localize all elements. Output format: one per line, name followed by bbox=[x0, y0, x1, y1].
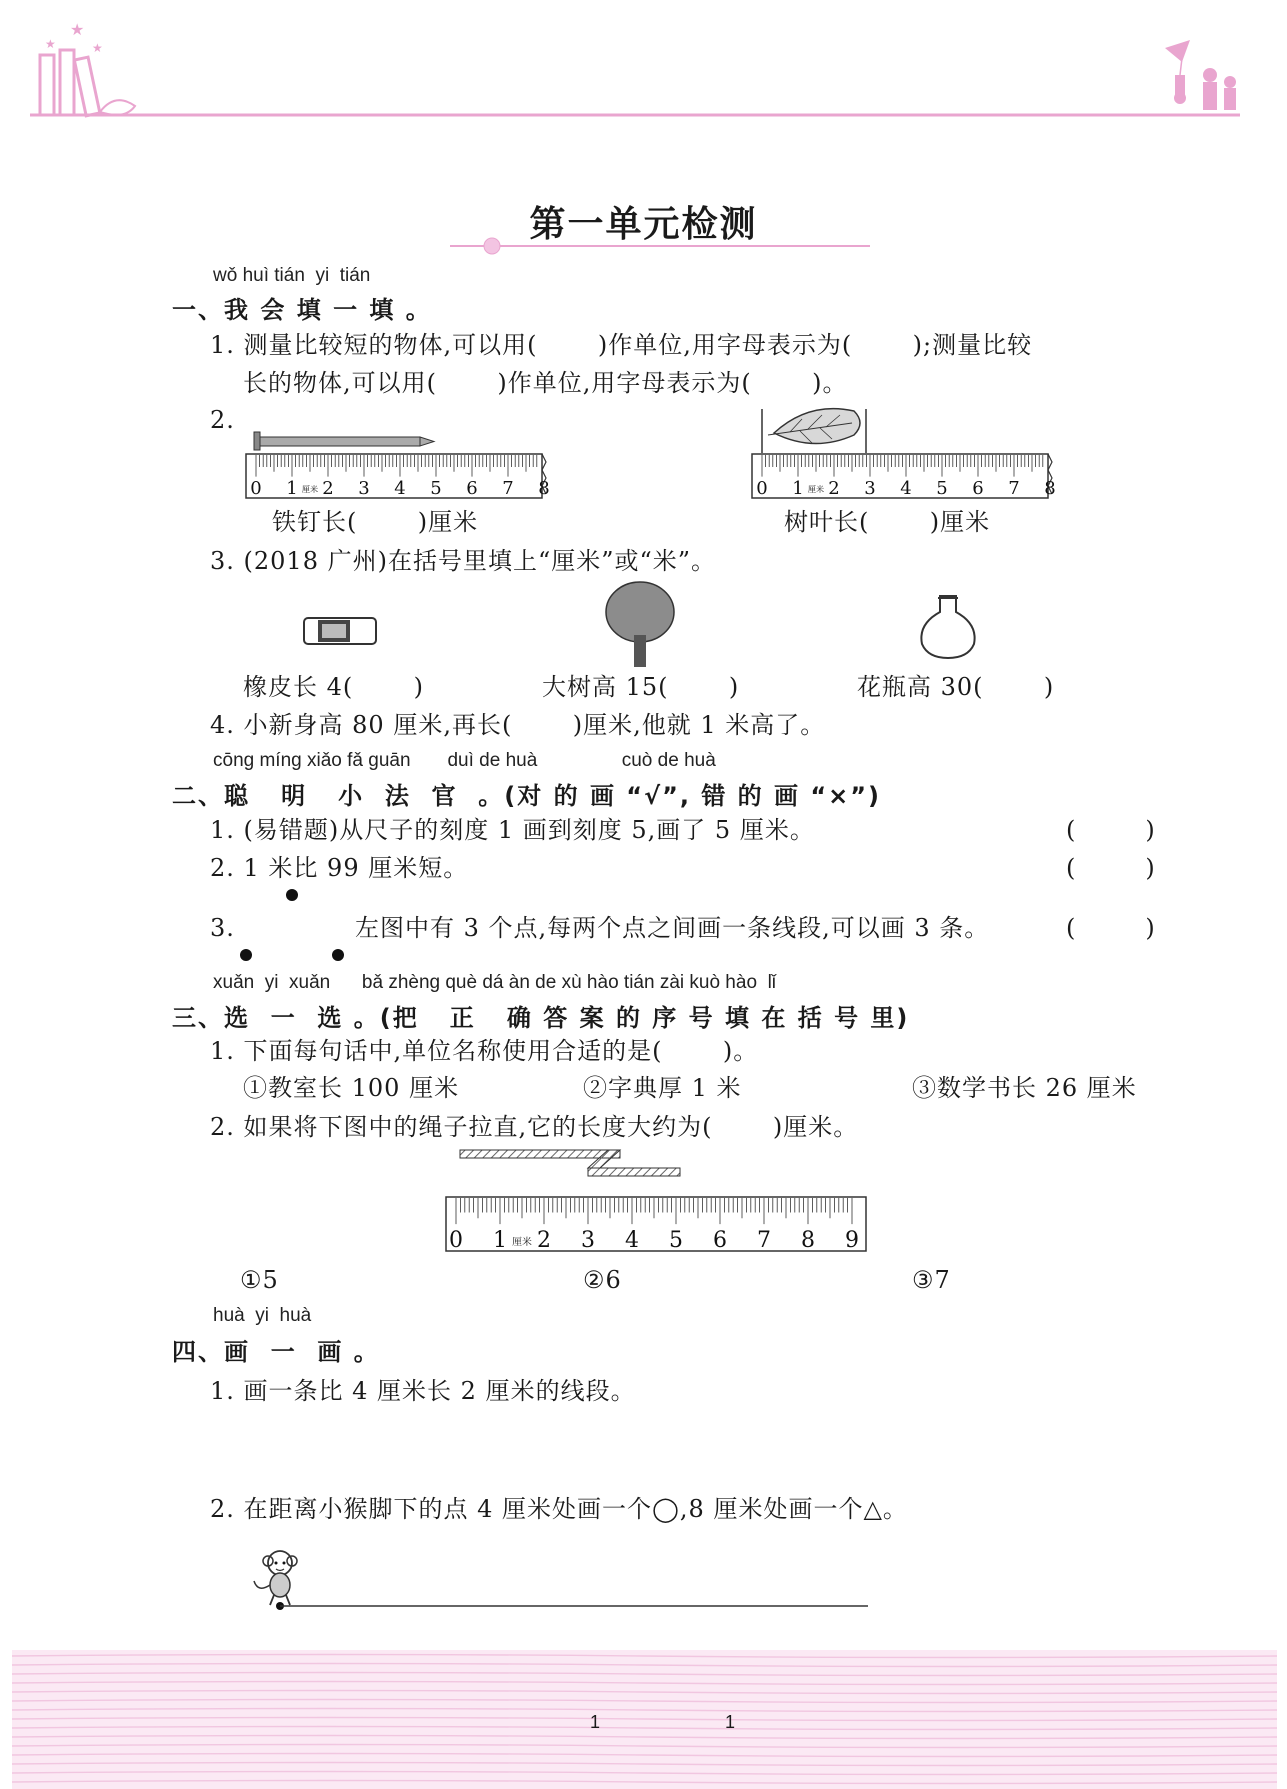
ruler-tick-label: 5 bbox=[936, 478, 948, 499]
s2-q3: 左图中有 3 个点,每两个点之间画一条线段,可以画 3 条。 bbox=[355, 914, 990, 942]
s1-q2-leaf: 树叶长( )厘米 bbox=[784, 508, 991, 536]
s2-q2-answer[interactable]: ( ) bbox=[1066, 854, 1156, 882]
ruler-tick-label: 1 bbox=[792, 478, 804, 499]
s4-q1: 1. 画一条比 4 厘米长 2 厘米的线段。 bbox=[210, 1377, 636, 1405]
header-decoration bbox=[0, 0, 1287, 140]
ruler-tick-label: 2 bbox=[828, 478, 840, 499]
ruler-tick-label: 7 bbox=[502, 478, 514, 499]
ruler-tick-label: 8 bbox=[801, 1228, 815, 1253]
page-number: 1 1 bbox=[590, 1712, 796, 1732]
s3-q1: 1. 下面每句话中,单位名称使用合适的是( )。 bbox=[210, 1037, 759, 1065]
s1-q4: 4. 小新身高 80 厘米,再长( )厘米,他就 1 米高了。 bbox=[210, 711, 826, 739]
ruler-tick-label: 5 bbox=[430, 478, 442, 499]
s1-q2-number: 2. bbox=[210, 406, 235, 434]
vase-image bbox=[918, 592, 978, 662]
s1-q1-line1: 1. 测量比较短的物体,可以用( )作单位,用字母表示为( );测量比较 bbox=[210, 331, 1033, 359]
ruler-unit-label: 厘米 bbox=[512, 1237, 532, 1248]
section3-heading: 三、选 一 选 。(把 正 确 答 案 的 序 号 填 在 括 号 里) bbox=[172, 1004, 910, 1032]
s1-q3-tree: 大树高 15( ) bbox=[542, 673, 740, 701]
drawing-baseline bbox=[272, 1598, 872, 1614]
ruler-tick-label: 8 bbox=[538, 478, 550, 499]
ruler-small-2 bbox=[750, 452, 1060, 500]
ruler-tick-label: 0 bbox=[756, 478, 768, 499]
ruler-tick-label: 7 bbox=[1008, 478, 1020, 499]
ruler-tick-label: 2 bbox=[537, 1228, 551, 1253]
ruler-tick-label: 0 bbox=[250, 478, 262, 499]
ruler-tick-label: 6 bbox=[466, 478, 478, 499]
s1-q3: 3. (2018 广州)在括号里填上“厘米”或“米”。 bbox=[210, 547, 717, 575]
rope-image bbox=[458, 1148, 683, 1178]
section4-pinyin: huà yi huà bbox=[213, 1305, 312, 1326]
s3-q1-option2: ②字典厚 1 米 bbox=[583, 1074, 742, 1102]
section1-heading: 一、我 会 填 一 填 。 bbox=[172, 296, 432, 324]
ruler-tick-label: 1 bbox=[493, 1228, 507, 1253]
ruler-tick-label: 4 bbox=[900, 478, 912, 499]
ruler-tick-label: 0 bbox=[449, 1228, 463, 1253]
ruler-tick-label: 1 bbox=[286, 478, 298, 499]
s1-q2-nail: 铁钉长( )厘米 bbox=[272, 508, 479, 536]
ruler-tick-label: 5 bbox=[669, 1228, 683, 1253]
ruler-tick-label: 3 bbox=[358, 478, 370, 499]
s2-q2: 2. 1 米比 99 厘米短。 bbox=[210, 854, 469, 882]
s3-q1-option1: ①教室长 100 厘米 bbox=[243, 1074, 460, 1102]
svg-text:★: ★ bbox=[92, 41, 103, 55]
section3-pinyin: xuǎn yi xuǎn bǎ zhèng què dá àn de xù hào tián zài kuò hào lǐ bbox=[213, 972, 777, 993]
s2-q1: 1. (易错题)从尺子的刻度 1 画到刻度 5,画了 5 厘米。 bbox=[210, 816, 815, 844]
s4-q2: 2. 在距离小猴脚下的点 4 厘米处画一个◯,8 厘米处画一个△。 bbox=[210, 1495, 908, 1523]
three-dots-figure bbox=[230, 885, 360, 965]
ruler-tick-label: 4 bbox=[394, 478, 406, 499]
section1-pinyin: wǒ huì tián yi tián bbox=[213, 265, 371, 286]
leaf-image bbox=[760, 405, 870, 455]
svg-text:★: ★ bbox=[45, 37, 56, 51]
s3-q2-option3: ③7 bbox=[912, 1266, 951, 1294]
ruler-tick-label: 3 bbox=[581, 1228, 595, 1253]
ruler-tick-label: 9 bbox=[845, 1228, 859, 1253]
ruler-small-1 bbox=[244, 452, 554, 500]
ruler-tick-label: 2 bbox=[322, 478, 334, 499]
ruler-tick-label: 7 bbox=[757, 1228, 771, 1253]
s2-q3-number: 3. bbox=[210, 914, 235, 942]
eraser-image bbox=[300, 612, 380, 648]
ruler-tick-label: 6 bbox=[713, 1228, 727, 1253]
s3-q2: 2. 如果将下图中的绳子拉直,它的长度大约为( )厘米。 bbox=[210, 1113, 859, 1141]
ruler-tick-label: 3 bbox=[864, 478, 876, 499]
ruler-large bbox=[444, 1195, 874, 1253]
s1-q3-eraser: 橡皮长 4( ) bbox=[243, 673, 425, 701]
s2-q3-answer[interactable]: ( ) bbox=[1066, 914, 1156, 942]
ruler-tick-label: 4 bbox=[625, 1228, 639, 1253]
ruler-unit-label: 厘米 bbox=[807, 484, 825, 494]
s1-q3-vase: 花瓶高 30( ) bbox=[857, 673, 1055, 701]
ruler-tick-label: 6 bbox=[972, 478, 984, 499]
s3-q1-option3: ③数学书长 26 厘米 bbox=[912, 1074, 1137, 1102]
page-title: 第一单元检测 bbox=[529, 203, 758, 245]
ruler-unit-label: 厘米 bbox=[301, 484, 319, 494]
s2-q1-answer[interactable]: ( ) bbox=[1066, 816, 1156, 844]
section2-pinyin: cōng míng xiǎo fǎ guān duì de huà cuò de huà bbox=[213, 750, 716, 771]
title-underline bbox=[450, 236, 870, 256]
svg-text:★: ★ bbox=[70, 20, 85, 39]
section2-heading: 二、聪 明 小 法 官 。(对 的 画 “√”, 错 的 画 “×”) bbox=[172, 782, 882, 810]
nail-image bbox=[252, 430, 442, 454]
s3-q2-option1: ①5 bbox=[240, 1266, 279, 1294]
tree-image bbox=[600, 580, 680, 670]
s1-q1-line2: 长的物体,可以用( )作单位,用字母表示为( )。 bbox=[243, 369, 848, 397]
section4-heading: 四、画 一 画 。 bbox=[172, 1338, 380, 1366]
ruler-tick-label: 8 bbox=[1044, 478, 1056, 499]
s3-q2-option2: ②6 bbox=[583, 1266, 622, 1294]
